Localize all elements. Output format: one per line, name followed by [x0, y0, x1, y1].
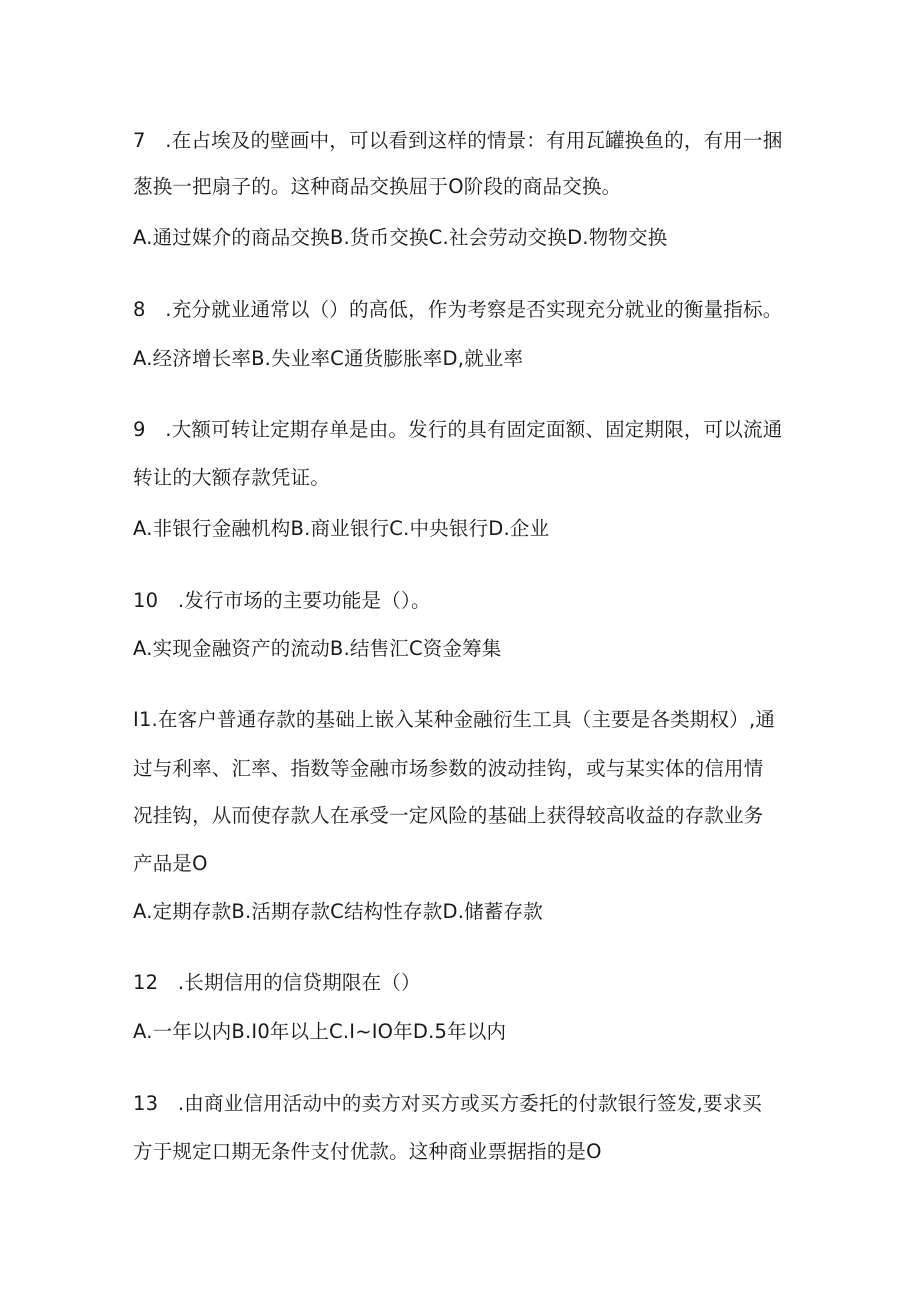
question-11-line-2: 过与利率、汇率、指数等金融市场参数的波动挂钩，或与某实体的信用情 — [133, 757, 764, 780]
question-11-options: A.定期存款B.活期存款C结构性存款D.储蓄存款 — [133, 900, 543, 923]
question-13-line-2: 方于规定口期无条件支付优款。这种商业票据指的是O — [133, 1140, 602, 1163]
question-12-line-1: 12 .长期信用的信贷期限在（） — [133, 971, 421, 994]
question-11-line-4: 产品是O — [133, 852, 208, 875]
question-8-line-1: 8 .充分就业通常以（）的高低，作为考察是否实现充分就业的衡量指标。 — [133, 298, 783, 321]
question-9-line-2: 转让的大额存款凭证。 — [133, 466, 331, 489]
question-8-options: A.经济增长率B.失业率C通货膨胀率D,就业率 — [133, 347, 524, 370]
question-11-line-1: I1.在客户普通存款的基础上嵌入某种金融衍生工具（主要是各类期权）,通 — [133, 708, 776, 731]
question-10-line-1: 10 .发行市场的主要功能是（）。 — [133, 589, 431, 612]
question-7-options: A.通过媒介的商品交换B.货币交换C.社会劳动交换D.物物交换 — [133, 226, 668, 249]
question-9-options: A.非银行金融机构B.商业银行C.中央银行D.企业 — [133, 517, 550, 540]
question-12-options: A.一年以内B.I0年以上C.I~IO年D.5年以内 — [133, 1020, 507, 1043]
question-11-line-3: 况挂钩，从而使存款人在承受一定风险的基础上获得较高收益的存款业务 — [133, 804, 764, 827]
question-13-line-1: 13 .由商业信用活动中的卖方对买方或买方委托的付款银行签发,要求买 — [133, 1092, 763, 1115]
question-7-line-1: 7 .在占埃及的壁画中，可以看到这样的情景：有用瓦罐换鱼的，有用一捆 — [133, 129, 783, 152]
question-9-line-1: 9 .大额可转让定期存单是由。发行的具有固定面额、固定期限，可以流通 — [133, 418, 783, 441]
question-10-options: A.实现金融资产的流动B.结售汇C资金筹集 — [133, 637, 502, 660]
question-7-line-2: 葱换一把扇子的。这种商品交换屈于O阶段的商品交换。 — [133, 175, 622, 198]
